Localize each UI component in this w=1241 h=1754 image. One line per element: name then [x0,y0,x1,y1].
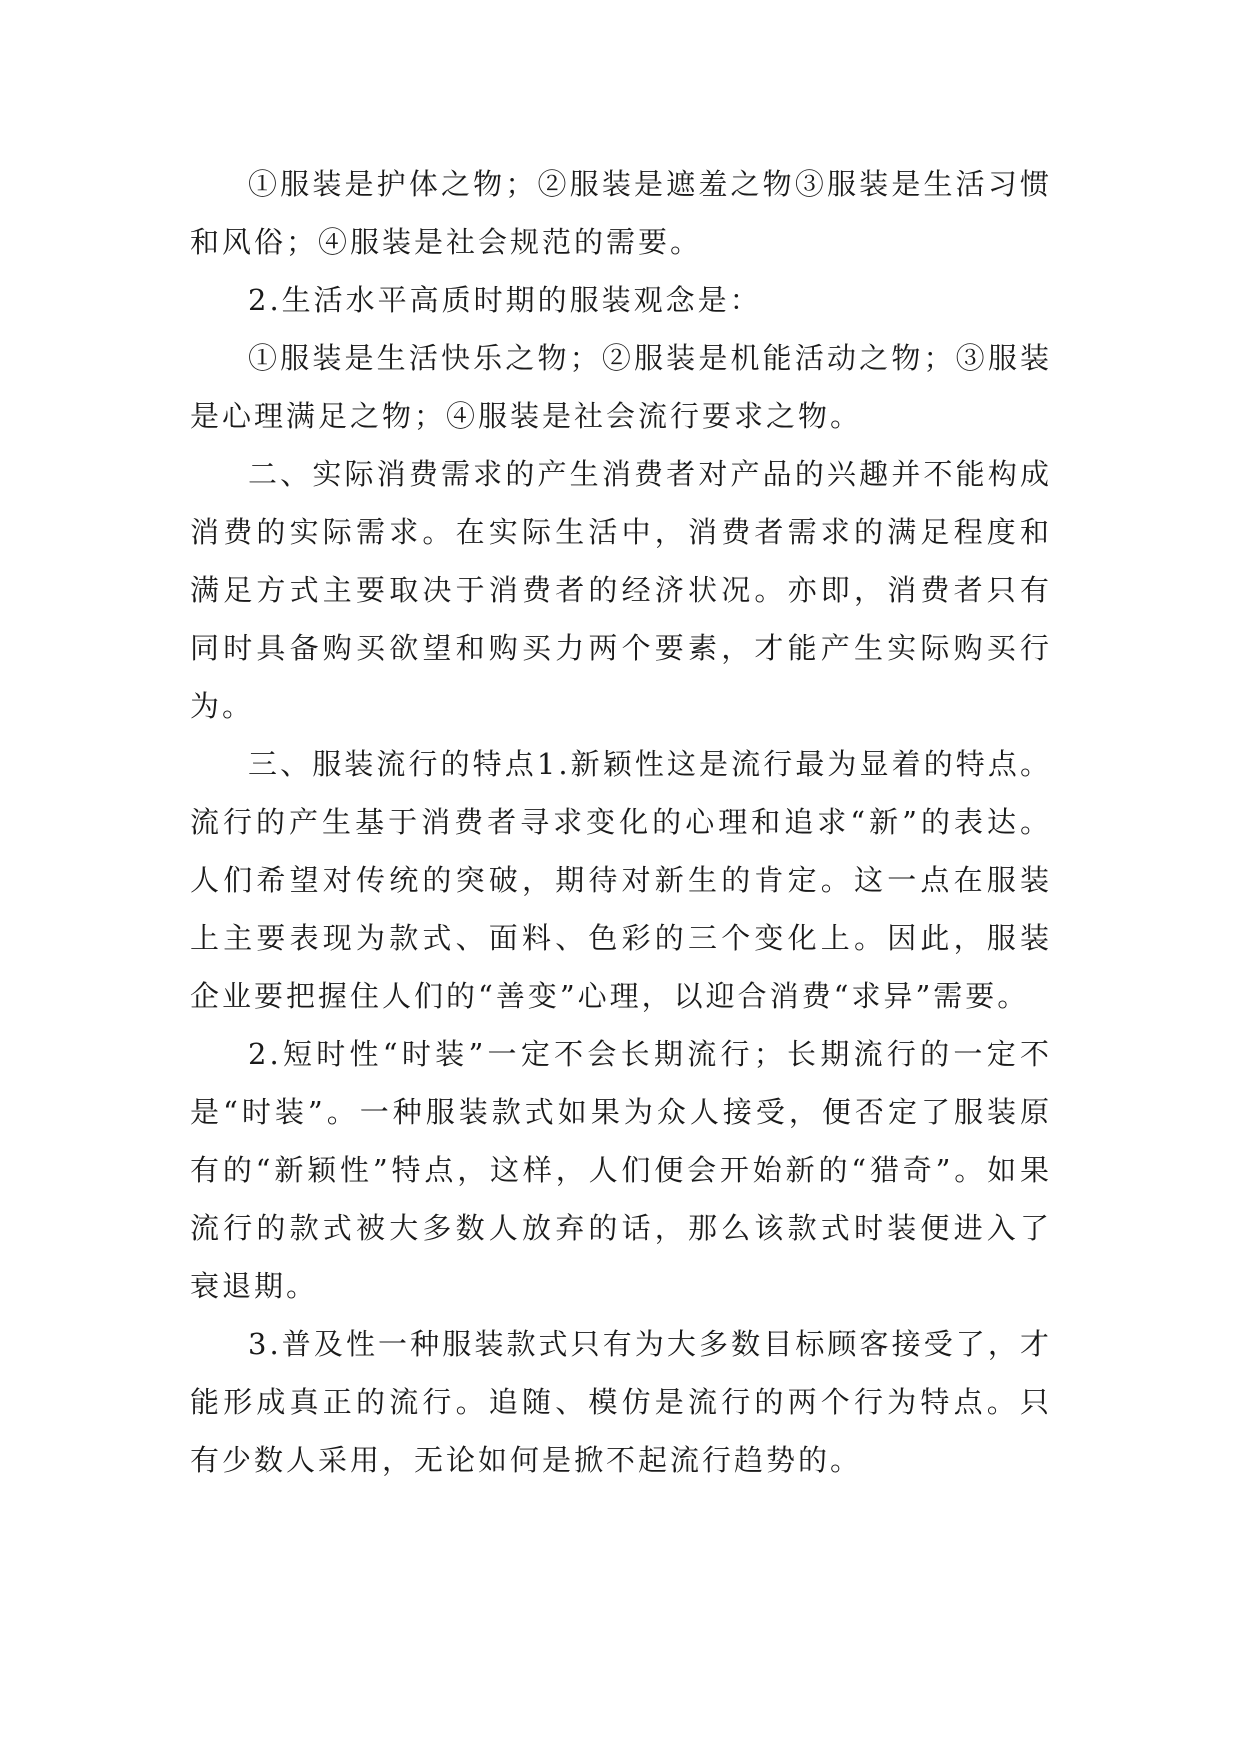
paragraph-high-living-standard-heading: 2.生活水平高质时期的服装观念是： [248,283,762,317]
paragraph-actual-consumption-demand: 二、实际消费需求的产生消费者对产品的兴趣并不能构成消费的实际需求。在实际生活中，消费者需求的满足程度和满足方式主要取决于消费者的经济状况。亦即，消费者只有同时具备购买欲望和购买力两个要素，才能产生实际购买行为。 [190,457,1052,723]
paragraph-clothing-functions: ①服装是护体之物；②服装是遮羞之物③服装是生活习惯和风俗；④服装是社会规范的需要。 [190,167,1052,259]
paragraph-fashion-short-term: 2.短时性“时装”一定不会长期流行；长期流行的一定不是“时装”。一种服装款式如果为众人接受，便否定了服装原有的“新颖性”特点，这样，人们便会开始新的“猎奇”。如果流行的款式被大多数人放弃的话，那么该款式时装便进入了衰退期。 [190,1037,1052,1303]
paragraph-fashion-novelty: 三、服装流行的特点1.新颖性这是流行最为显着的特点。流行的产生基于消费者寻求变化的心理和追求“新”的表达。人们希望对传统的突破，期待对新生的肯定。这一点在服装上主要表现为款式、面料、色彩的三个变化上。因此，服装企业要把握住人们的“善变”心理，以迎合消费“求异”需要。 [190,747,1052,1013]
document-body [190,155,1052,1489]
paragraph-high-living-standard-concepts: ①服装是生活快乐之物；②服装是机能活动之物；③服装是心理满足之物；④服装是社会流行要求之物。 [190,341,1052,433]
paragraph-fashion-popularity: 3.普及性一种服装款式只有为大多数目标顾客接受了，才能形成真正的流行。追随、模仿是流行的两个行为特点。只有少数人采用，无论如何是掀不起流行趋势的。 [190,1327,1052,1477]
